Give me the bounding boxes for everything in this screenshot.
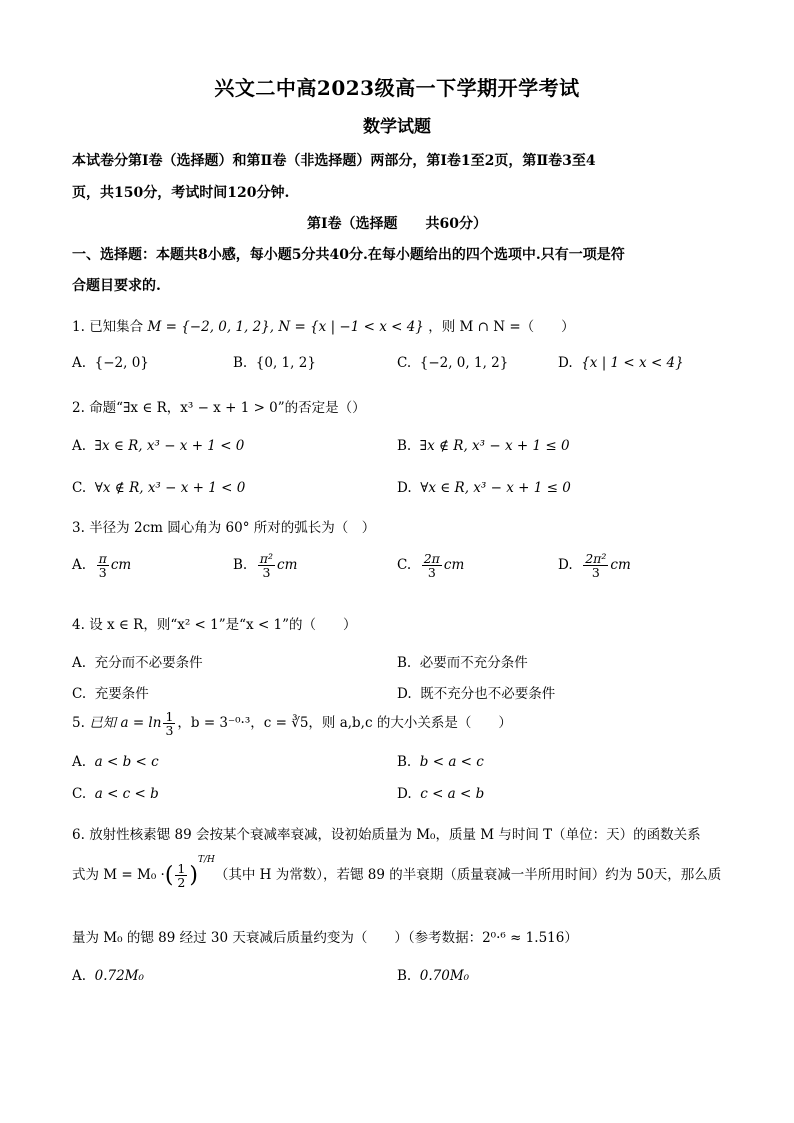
q5-option-c: C. a < c < b (72, 786, 159, 802)
q1-option-d: D. {x | 1 < x < 4} (558, 355, 684, 371)
q2-option-b-text: ∃x ∉ R, x³ − x + 1 ≤ 0 (419, 438, 570, 454)
q5-option-a: A. a < b < c (72, 754, 159, 770)
q5-option-d-text: c < a < b (420, 786, 485, 802)
question-text: 放射性核素锶 89 会按某个衰减率衰减，设初始质量为 M₀，质量 M 与时间 T（单位：天）的函数关系 (89, 827, 701, 843)
q6-option-a: A. 0.72M₀ (72, 968, 144, 984)
q6-option-b-text: 0.70M₀ (419, 968, 470, 984)
q3-option-b-fraction: $\frac{\text{π²}}{3}$ (259, 551, 274, 581)
q2-option-a: A. ∃x ∈ R, x³ − x + 1 < 0 (72, 438, 245, 454)
exam-subtitle: 数学试题 (363, 117, 431, 137)
question-stem: 设 x ∈ R，则“x² < 1”是“x < 1”的（ ） (89, 617, 357, 633)
question-6-line-2 (72, 854, 722, 891)
unit-label: cm (277, 557, 298, 574)
q3-option-a: A. $\frac{\pi}{3}$ cm (72, 551, 132, 581)
section-heading-line-1: 一、选择题：本题共8小感，每小题5分共40分.在每小题给出的四个选项中.只有一项是符 (72, 247, 625, 263)
q2-option-d: D. ∀x ∈ R, x³ − x + 1 ≤ 0 (397, 480, 571, 496)
q5-option-a-text: a < b < c (94, 754, 159, 770)
q3-option-d: D. $\frac{\text{2π²}}{3}$ cm (558, 551, 631, 581)
q1-option-c-text: {−2, 0, 1, 2} (419, 355, 509, 371)
exam-title: 兴文二中高2023级高一下学期开学考试 (214, 76, 580, 100)
question-5 (72, 710, 722, 737)
unit-label: cm (610, 557, 631, 574)
q5-option-b: B. b < a < c (397, 754, 484, 770)
exponent: T/H (197, 854, 215, 865)
q3-option-b: B. $\frac{\text{π²}}{3}$ cm (233, 551, 298, 581)
q4-option-a-text: 充分而不必要条件 (94, 655, 203, 671)
q2-option-c-text: ∀x ∉ R, x³ − x + 1 < 0 (94, 480, 246, 496)
question-stem: 命题“∃x ∈ R，x³ − x + 1 > 0”的否定是（） (89, 400, 366, 416)
question-stem: 半径为 2cm 圆心角为 60° 所对的弧长为（ ） (89, 520, 376, 536)
q2-option-b: B. ∃x ∉ R, x³ − x + 1 ≤ 0 (397, 438, 570, 454)
question-number: 3. (72, 520, 85, 536)
q1-option-b: B. {0, 1, 2} (233, 355, 316, 371)
q4-option-d-text: 既不充分也不必要条件 (420, 686, 556, 702)
right-paren: ) (189, 863, 198, 889)
q3-option-d-fraction: $\frac{\text{2π²}}{3}$ (585, 551, 607, 581)
question-2 (72, 396, 722, 416)
question-number: 5. (72, 715, 85, 732)
left-paren: ( (164, 863, 174, 889)
question-6-line-3 (72, 926, 722, 946)
question-4 (72, 613, 722, 633)
q3-option-a-fraction: $\frac{\pi}{3}$ (98, 551, 107, 581)
q6-option-a-text: 0.72M₀ (94, 968, 144, 984)
intro-line-2: 页，共150分，考试时间120分钟. (72, 185, 290, 201)
question-text: 量为 M₀ 的锶 89 经过 30 天衰减后质量约变为（ ）（参考数据：2⁰·⁶ ≈ 1.516） (72, 930, 578, 946)
q4-option-c-text: 充要条件 (94, 686, 149, 702)
question-6-line-1 (72, 823, 722, 843)
question-number: 2. (72, 400, 85, 416)
q6-option-b: B. 0.70M₀ (397, 968, 470, 984)
q2-option-d-text: ∀x ∈ R, x³ − x + 1 ≤ 0 (420, 480, 571, 496)
q4-option-b: B. 必要而不充分条件 (397, 655, 528, 671)
q1-option-a-text: {−2, 0} (94, 355, 149, 371)
question-number: 1. (72, 319, 85, 335)
question-3 (72, 516, 722, 536)
section-heading-line-2: 合题目要求的. (72, 278, 161, 294)
q4-option-a: A. 充分而不必要条件 (72, 655, 203, 671)
q3-option-c-fraction: $\frac{2\pi}{3}$ (423, 551, 440, 581)
formula-suffix: （其中 H 为常数），若锶 89 的半衰期（质量衰减一半所用时间）约为 50天，那么质 (214, 867, 722, 884)
part1-heading: 第Ⅰ卷（选择题 共60分） (306, 216, 488, 232)
question-stem-pre: 已知集合 (89, 319, 144, 335)
q5-option-c-text: a < c < b (94, 786, 159, 802)
q3-option-c: C. $\frac{2\pi}{3}$ cm (397, 551, 465, 581)
unit-label: cm (110, 557, 132, 574)
intro-line-1: 本试卷分第Ⅰ卷（选择题）和第Ⅱ卷（非选择题）两部分，第Ⅰ卷1至2页，第Ⅱ卷3至4 (72, 153, 596, 169)
question-number: 4. (72, 617, 85, 633)
ln-fraction: $\frac{1}{3}$ (165, 709, 174, 739)
q1-option-a: A. {−2, 0} (72, 355, 149, 371)
question-stem-pre: 已知 a = ln (89, 715, 162, 732)
q4-option-b-text: 必要而不充分条件 (419, 655, 528, 671)
q4-option-c: C. 充要条件 (72, 686, 149, 702)
q2-option-c: C. ∀x ∉ R, x³ − x + 1 < 0 (72, 480, 246, 496)
unit-label: cm (443, 557, 465, 574)
q5-option-d: D. c < a < b (397, 786, 485, 802)
q2-option-a-text: ∃x ∈ R, x³ − x + 1 < 0 (94, 438, 245, 454)
question-stem-post: ，则 M ∩ N =（ ） (428, 319, 575, 335)
question-number: 6. (72, 827, 85, 843)
question-stem-post: ，b = 3⁻⁰·³，c = ∛5，则 a,b,c 的大小关系是（ ） (177, 715, 512, 732)
question-1 (72, 315, 722, 335)
q1-option-b-text: {0, 1, 2} (255, 355, 316, 371)
set-definition: M = {−2, 0, 1, 2}, N = {x | −1 < x < 4} (147, 319, 424, 335)
q4-option-d: D. 既不充分也不必要条件 (397, 686, 556, 702)
q1-option-d-text: {x | 1 < x < 4} (581, 355, 684, 371)
q5-option-b-text: b < a < c (419, 754, 484, 770)
formula-prefix: 式为 M = M₀ · (72, 867, 165, 884)
q1-option-c: C. {−2, 0, 1, 2} (397, 355, 509, 371)
half-fraction: $\frac{1}{2}$ (177, 861, 186, 891)
